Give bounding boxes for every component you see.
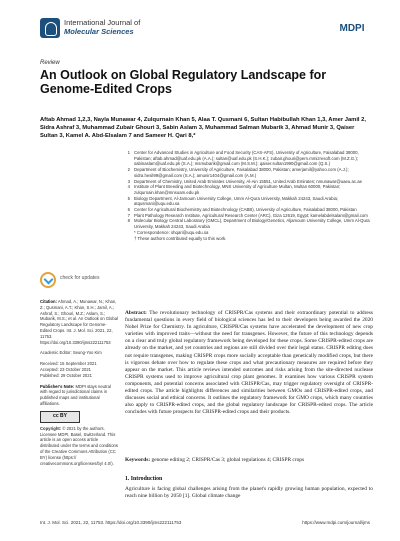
copyright-head: Copyright:: [40, 425, 62, 431]
footer-citation: Int. J. Mol. Sci. 2021, 22, 11753. https://doi.org/10.3390/ijms222111753: [40, 520, 182, 525]
journal-name-line1: International Journal of: [64, 18, 141, 27]
article-title: An Outlook on Global Regulatory Landscape for Genome-Edited Crops: [40, 68, 327, 96]
check-updates-icon: [40, 272, 56, 288]
check-updates-label: check for updates: [60, 275, 100, 281]
footer-url[interactable]: https://www.mdpi.com/journal/ijms: [302, 520, 370, 525]
affiliation-item: 8 Molecular Biology Central Laboratory (GMCL), Department of Biology/Genetics, Aljamoum University College, Umm Al-Qura University, Makkah 24243, Saudi Arabia: [127, 218, 370, 230]
journal-name-line2: Molecular Sciences: [64, 27, 134, 36]
affiliation-item: 1 Center for Advanced Studies in Agriculture and Food Security (CAS-AFS), University of Agriculture, Faisalabad 38000, Pakistan; aftab.ahmad@uaf.edu.pk (A.A.); sultan@uaf.edu.pk (S.H.K.); zubair.ghouri@pern.mmizresoft.com (M.Z.G.); sabinaslam@uaf.edu.pk (S.A.); msmubarik@gmail.com (M.S.M.); qaiser.sultan1990@gmail.com (Q.S.): [127, 150, 359, 167]
accepted-date: Accepted: 23 October 2021: [40, 366, 91, 372]
journal-name: [64, 18, 140, 36]
keywords-text: genome editing 2; CRISPR/Cas 3; global regulations 4; CRISPR crops: [151, 457, 305, 463]
author-list: Aftab Ahmad 1,2,3, Nayla Munawar 4, Zulqurnain Khan 5, Alaa T. Qusmani 6, Sultan Habibullah Khan 1,3, Amer Jamil 2, Sidra Ashraf 3, Muhammad Zubair Ghouri 3, Sabin Aslam 3, Muhammad Salman Mubarik 3, Ahmad Munir 3, Qaiser Sultan 3, Kamel A. Abd-Elsalam 7 and Sameer H. Qari 8,*: [40, 117, 366, 139]
article-type: Review: [40, 60, 60, 66]
publisher-note-text: MDPI stays neutral with regard to jurisdictional claims in published maps and institutional affiliations.: [40, 383, 111, 406]
received-date: Received: 15 September 2021: [40, 361, 97, 367]
copyright-block: [40, 426, 118, 467]
sidebar: [40, 150, 118, 466]
cc-by-license-icon[interactable]: cc BY: [40, 411, 80, 423]
affiliation-item: 4 Institute of Plant Breeding and Biotechnology, MNS University of Agriculture Multan, Multan 60000, Pakistan; zulqurnain.khan@mnsuam.edu.pk: [127, 184, 341, 195]
masthead: [40, 16, 370, 46]
check-updates-button[interactable]: [40, 272, 118, 294]
affiliation-item: 7 Plant Pathology Research Institute, Agricultural Research Center (ARC), Giza 12619, Egypt; kamelabdelsalam@gmail.com: [127, 212, 368, 218]
academic-editor: Academic Editor: Seung-Yoo Kim: [40, 350, 102, 356]
correspondence-note: * Correspondence: shqari@uqu.edu.sa: [134, 229, 209, 235]
citation-text: Ahmad, A.; Munawar, N.; Khan, Z.; Qusmani, A.T.; Khan, S.H.; Jamil, A.; Ashraf, S.; Ghouri, M.Z.; Aslam, S.; Mubarik, M.S.; et al. An Outlook on Global Regulatory Landscape for Genome-Edited Crops. Int. J. Mol. Sci. 2021, 22, 11753. https://doi.org/10.3390/ijms222111753: [40, 299, 118, 345]
affiliation-item: 5 Biology Department, Al-Jamoum University College, Umm Al-Qura University, Makkah 24243, Saudi Arabia; atqusmani@uqu.edu.sa: [127, 195, 339, 207]
keywords: [125, 457, 373, 464]
copyright-text: © 2021 by the authors. Licensee MDPI, Basel, Switzerland. This article is an open access article distributed under the terms and conditions of the Creative Commons Attribution (CC BY) license (https:// creativecommons.org/licenses/by/ 4.0/).: [40, 425, 118, 466]
affiliation-item: 3 Department of Chemistry, United Arab Emirates University, Al-Ain 15551, United Arab Emirates; nmunawar@uaeu.ac.ae: [127, 178, 362, 184]
affiliation-item: 2 Department of Biochemistry, University of Agriculture, Faisalabad 38000, Pakistan; amerjamil@yahoo.com (A.J.); sidra.hesil99@gmail.com (S.A.); amunir1404@gmail.com (A.M.): [127, 167, 349, 178]
publisher-note-head: Publisher's Note:: [40, 383, 75, 389]
equal-contribution-note: † These authors contributed equally to this work.: [134, 235, 227, 241]
page-footer: [40, 520, 370, 525]
affiliation-list: [125, 150, 373, 241]
journal-logo-icon: [40, 18, 60, 38]
intro-paragraph: Agriculture is facing global challenges arising from the planet's rapidly growing human population, expected to reach nine billion by 2050 [1]. Global climate change: [125, 486, 373, 500]
mdpi-logo-icon: [334, 19, 370, 35]
published-date: Published: 29 October 2021: [40, 372, 92, 378]
abstract-label: Abstract:: [125, 310, 147, 316]
citation-block: [40, 299, 118, 345]
affiliation-item: 6 Center for Agricultural Biochemistry and Biotechnology (CABB), University of Agriculture, Faisalabad 38000, Pakistan: [127, 207, 357, 213]
abstract: [125, 310, 373, 416]
section-heading: 1. Introduction: [125, 476, 163, 482]
svg-text:MDPI: MDPI: [339, 23, 365, 34]
publisher-note: [40, 384, 118, 407]
abstract-text: The revolutionary technology of CRISPR/Cas systems and their extraordinary potential to address fundamental questions in every field of biological sciences has led to their developers being awarded the 2020 Nobel Prize for Chemistry. In agriculture, CRISPR/Cas systems have accelerated the development of new crop varieties with improved traits—without the need for transgenes. However, the future of this technology depends on a clear and truly global regulatory framework being developed for these crops. Some CRISPR-edited crops are already on the market, and yet countries and regions are still divided over their legal status. CRISPR editing does not require transgenes, making CRISPR crops more socially acceptable than genetically modified crops, but there is vigorous debate over how to regulate these crops and what precautionary measures are required before they appear on the market. This article reviews intended outcomes and risks arising from the site-directed nuclease CRISPR systems used to improve agricultural crop plant genomes. It examines how various CRISPR system components, and potential concerns associated with CRISPR/Cas, may trigger regulatory oversight of CRISPR-edited crops. The article highlights differences and similarities between GMOs and CRISPR-edited crops, and discusses social and ethical concerns. It outlines the regulatory framework for GMO crops, which many countries also apply to CRISPR-edited crops, and the global regulatory landscape for CRISPR-edited crops. The article concludes with future prospects for CRISPR-edited crops and their products.: [125, 310, 373, 416]
citation-head: Citation:: [40, 299, 57, 304]
keywords-label: Keywords:: [125, 457, 151, 463]
